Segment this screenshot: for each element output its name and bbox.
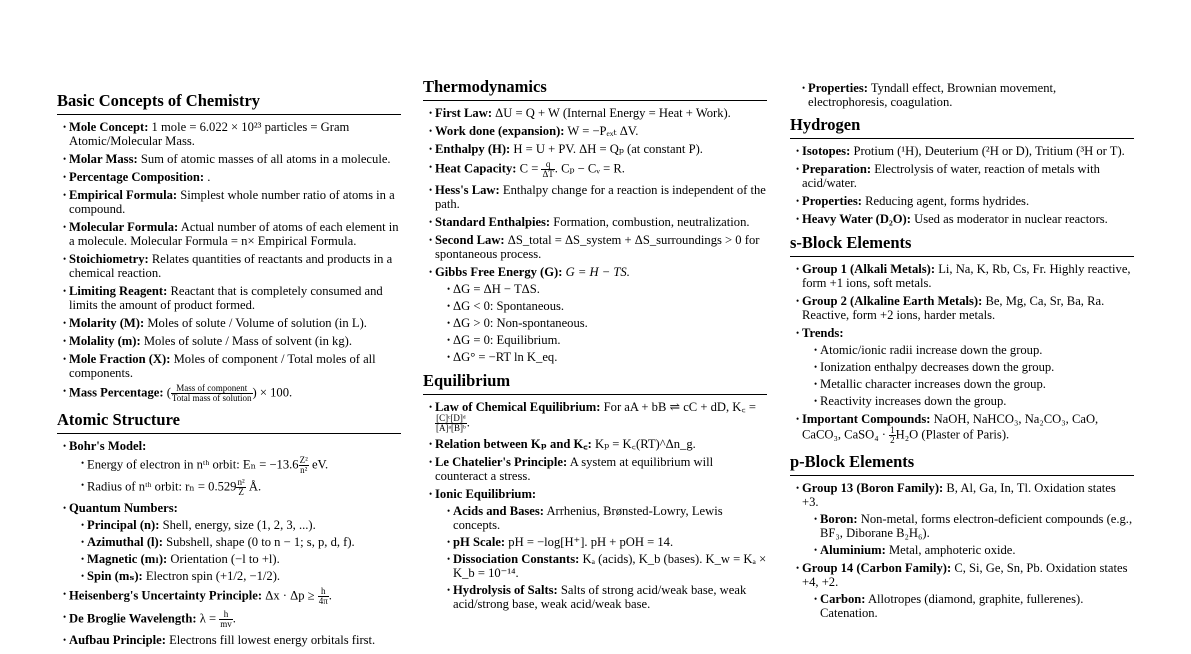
list-item-bohr: • Bohr's Model: • Energy of electron in nᵗʰ orbit: Eₙ = −13.6 $\frac{\text{Z²}}{\text{n²}}$ eV. • Radius of nᵗʰ orbit: rₙ = 0.529 $\frac{\text{n²}}{Z}$ Å. <box>57 439 401 497</box>
column-2 <box>423 0 767 618</box>
list-item-trends: • Trends: • Atomic/ionic radii increase down the group. • Ionization enthalpy decreases down the group. • Metallic character increases down the group. • Reactivity increases down the group. <box>790 326 1134 408</box>
list-item: • Relation between Kₚ and K꜀: Kₚ = K꜀(RT)^Δn_g. <box>423 437 767 451</box>
quantum-sublist <box>69 518 401 583</box>
sub-item: • ΔG = 0: Equilibrium. <box>435 333 767 347</box>
list-item: • Work done (expansion): W = −Pₑₓₜ ΔV. <box>423 124 767 138</box>
list-item: • Molar Mass: Sum of atomic masses of all atoms in a molecule. <box>57 152 401 166</box>
group13-sublist <box>802 512 1134 557</box>
sub-item: • Magnetic (mₗ): Orientation (−l to +l). <box>69 552 401 566</box>
list-item: • Stoichiometry: Relates quantities of reactants and products in a chemical reaction. <box>57 252 401 280</box>
section-title: p-Block Elements <box>790 452 1134 476</box>
fraction: $\frac{\text{Mass of component}}{\text{Total mass of solution}}$ <box>171 383 252 403</box>
sub-item: • Principal (n): Shell, energy, size (1, 2, 3, ...). <box>69 518 401 532</box>
sub-item: • ΔG > 0: Non-spontaneous. <box>435 316 767 330</box>
list-item: • Heavy Water (D₂O): Used as moderator in nuclear reactors. <box>790 212 1134 226</box>
section-title: Thermodynamics <box>423 77 767 101</box>
sub-item: • Azimuthal (l): Subshell, shape (0 to n − 1; s, p, d, f). <box>69 535 401 549</box>
list-item-compounds: • Important Compounds: NaOH, NaHCO₃, Na₂CO₃, CaO, CaCO₃, CaSO₄ · $\frac{1}{2}$ H₂O (Plaster of Paris). <box>790 412 1134 445</box>
column-3 <box>790 0 1134 627</box>
list-item: • Molarity (M): Moles of solute / Volume of solution (in L). <box>57 316 401 330</box>
bohr-sublist <box>69 456 401 497</box>
list-item-aufbau: • Aufbau Principle: Electrons fill lowest energy orbitals first. <box>57 633 401 647</box>
section-p-block <box>790 452 1134 620</box>
hydrogen-list <box>790 144 1134 226</box>
section-title: Basic Concepts of Chemistry <box>57 91 401 115</box>
atomic-structure-list <box>57 439 401 647</box>
section-title: s-Block Elements <box>790 233 1134 257</box>
section-equilibrium <box>423 371 767 611</box>
section-thermodynamics <box>423 77 767 364</box>
list-item: • Molality (m): Moles of solute / Mass of solvent (in kg). <box>57 334 401 348</box>
sub-item: • ΔG < 0: Spontaneous. <box>435 299 767 313</box>
section-title: Equilibrium <box>423 371 767 395</box>
colloid-properties-list <box>790 81 1134 109</box>
equilibrium-list <box>423 400 767 611</box>
sub-item: • Metallic character increases down the group. <box>802 377 1134 391</box>
list-item-heisenberg: • Heisenberg's Uncertainty Principle: Δx · Δp ≥ $\frac{h}{4\pi}$ . <box>57 587 401 606</box>
section-hydrogen <box>790 115 1134 226</box>
list-item-ionic: • Ionic Equilibrium: • Acids and Bases: Arrhenius, Brønsted-Lowry, Lewis concepts. • pH Scale: pH = −log[H⁺]. pH + pOH = 14. • Dissociation Constants: Kₐ (acids), K_b (bases). K_w = Kₐ × K_b = 10⁻¹⁴. • Hydrolysis of Salts: Salts of strong acid/weak base, weak acid/strong base, weak acid/weak base. <box>423 487 767 611</box>
section-title: Atomic Structure <box>57 410 401 434</box>
list-item: • Group 2 (Alkaline Earth Metals): Be, Mg, Ca, Sr, Ba, Ra. Reactive, form +2 ions, harder metals. <box>790 294 1134 322</box>
sub-item: • Properties: Tyndall effect, Brownian movement, electrophoresis, coagulation. <box>790 81 1134 109</box>
sub-item: • ΔG = ΔH − TΔS. <box>435 282 767 296</box>
s-block-list <box>790 262 1134 445</box>
sub-item: • Atomic/ionic radii increase down the group. <box>802 343 1134 357</box>
sub-item: • Energy of electron in nᵗʰ orbit: Eₙ = −13.6 $\frac{\text{Z²}}{\text{n²}}$ eV. <box>69 456 401 475</box>
basic-concepts-list <box>57 120 401 403</box>
section-basic-concepts <box>57 91 401 403</box>
sub-item: • Carbon: Allotropes (diamond, graphite, fullerenes). Catenation. <box>802 592 1134 620</box>
list-item: • Molecular Formula: Actual number of atoms of each element in a molecule. Molecular Formula = n× Empirical Formula. <box>57 220 401 248</box>
list-item-mass-percentage: • Mass Percentage: ( $\frac{\text{Mass of component}}{\text{Total mass of solution}}$ ) × 100. <box>57 384 401 403</box>
list-item: • Properties: Reducing agent, forms hydrides. <box>790 194 1134 208</box>
list-item: • First Law: ΔU = Q + W (Internal Energy = Heat + Work). <box>423 106 767 120</box>
list-item-heat-capacity: • Heat Capacity: C = $\frac{q}{\Delta T}$ . Cₚ − Cᵥ = R. <box>423 160 767 179</box>
sub-item: • pH Scale: pH = −log[H⁺]. pH + pOH = 14. <box>435 535 767 549</box>
list-item: • Empirical Formula: Simplest whole number ratio of atoms in a compound. <box>57 188 401 216</box>
list-item: • Hess's Law: Enthalpy change for a reaction is independent of the path. <box>423 183 767 211</box>
sub-item: • ΔG° = −RT ln K_eq. <box>435 350 767 364</box>
list-item-law-equilibrium: • Law of Chemical Equilibrium: For aA + bB ⇌ cC + dD, K꜀ = $\frac{\text{[C]ᶜ[D]ᵈ}}{\text{[A]ᵃ[B]ᵇ}}$ . <box>423 400 767 433</box>
fraction: $\frac{1}{2}$ <box>890 425 895 445</box>
sub-item: • Ionization enthalpy decreases down the group. <box>802 360 1134 374</box>
list-item-gibbs: • Gibbs Free Energy (G): G = H − TS. • ΔG = ΔH − TΔS. • ΔG < 0: Spontaneous. • ΔG > 0: Non-spontaneous. • ΔG = 0: Equilibrium. • ΔG° = −RT ln K_eq. <box>423 265 767 364</box>
fraction: $\frac{\text{Z²}}{\text{n²}}$ <box>299 455 308 475</box>
list-item: • Isotopes: Protium (¹H), Deuterium (²H or D), Tritium (³H or T). <box>790 144 1134 158</box>
list-item: • Standard Enthalpies: Formation, combustion, neutralization. <box>423 215 767 229</box>
gibbs-sublist <box>435 282 767 364</box>
thermodynamics-list <box>423 106 767 364</box>
fraction: $\frac{h}{4\pi}$ <box>318 586 328 606</box>
list-item-quantum: • Quantum Numbers: • Principal (n): Shell, energy, size (1, 2, 3, ...). • Azimuthal (l): Subshell, shape (0 to n − 1; s, p, d, f). • Magnetic (mₗ): Orientation (−l to +l). • Spin (mₛ): Electron spin (+1/2, −1/2). <box>57 501 401 583</box>
sub-item: • Hydrolysis of Salts: Salts of strong acid/weak base, weak acid/strong base, weak acid/weak base. <box>435 583 767 611</box>
trends-sublist <box>802 343 1134 408</box>
list-item: • Le Chatelier's Principle: A system at equilibrium will counteract a stress. <box>423 455 767 483</box>
list-item: • Mole Fraction (X): Moles of component / Total moles of all components. <box>57 352 401 380</box>
list-item-debroglie: • De Broglie Wavelength: λ = $\frac{h}{mv}$ . <box>57 610 401 629</box>
fraction: $\frac{\text{n²}}{Z}$ <box>237 477 245 497</box>
fraction: $\frac{\text{[C]ᶜ[D]ᵈ}}{\text{[A]ᵃ[B]ᵇ}}$ <box>436 413 466 433</box>
column-1 <box>57 0 401 654</box>
list-item: • Second Law: ΔS_total = ΔS_system + ΔS_surroundings > 0 for spontaneous process. <box>423 233 767 261</box>
group14-sublist <box>802 592 1134 620</box>
list-item: • Limiting Reagent: Reactant that is completely consumed and limits the amount of product formed. <box>57 284 401 312</box>
sub-item: • Spin (mₛ): Electron spin (+1/2, −1/2). <box>69 569 401 583</box>
sub-item: • Aluminium: Metal, amphoteric oxide. <box>802 543 1134 557</box>
list-item: • Preparation: Electrolysis of water, reaction of metals with acid/water. <box>790 162 1134 190</box>
sub-item: • Acids and Bases: Arrhenius, Brønsted-Lowry, Lewis concepts. <box>435 504 767 532</box>
fraction: $\frac{q}{\Delta T}$ <box>542 159 554 179</box>
list-item: • Enthalpy (H): H = U + PV. ΔH = Qₚ (at constant P). <box>423 142 767 156</box>
list-item-group14: • Group 14 (Carbon Family): C, Si, Ge, Sn, Pb. Oxidation states +4, +2. • Carbon: Allotropes (diamond, graphite, fullerenes). Catenation. <box>790 561 1134 620</box>
list-item: • Group 1 (Alkali Metals): Li, Na, K, Rb, Cs, Fr. Highly reactive, form +1 ions, soft metals. <box>790 262 1134 290</box>
ionic-sublist <box>435 504 767 611</box>
sub-item: • Reactivity increases down the group. <box>802 394 1134 408</box>
section-atomic-structure <box>57 410 401 647</box>
sub-item: • Boron: Non-metal, forms electron-deficient compounds (e.g., BF₃, Diborane B₂H₆). <box>802 512 1134 540</box>
section-title: Hydrogen <box>790 115 1134 139</box>
fraction: $\frac{h}{mv}$ <box>220 609 232 629</box>
list-item: • Percentage Composition: . <box>57 170 401 184</box>
sub-item: • Radius of nᵗʰ orbit: rₙ = 0.529 $\frac{\text{n²}}{Z}$ Å. <box>69 478 401 497</box>
list-item: • Mole Concept: 1 mole = 6.022 × 10²³ particles = Gram Atomic/Molecular Mass. <box>57 120 401 148</box>
section-s-block <box>790 233 1134 445</box>
p-block-list <box>790 481 1134 620</box>
list-item-group13: • Group 13 (Boron Family): B, Al, Ga, In, Tl. Oxidation states +3. • Boron: Non-metal, forms electron-deficient compounds (e.g., BF₃, Diborane B₂H₆). • Aluminium: Metal, amphoteric oxide. <box>790 481 1134 557</box>
sub-item: • Dissociation Constants: Kₐ (acids), K_b (bases). K_w = Kₐ × K_b = 10⁻¹⁴. <box>435 552 767 580</box>
